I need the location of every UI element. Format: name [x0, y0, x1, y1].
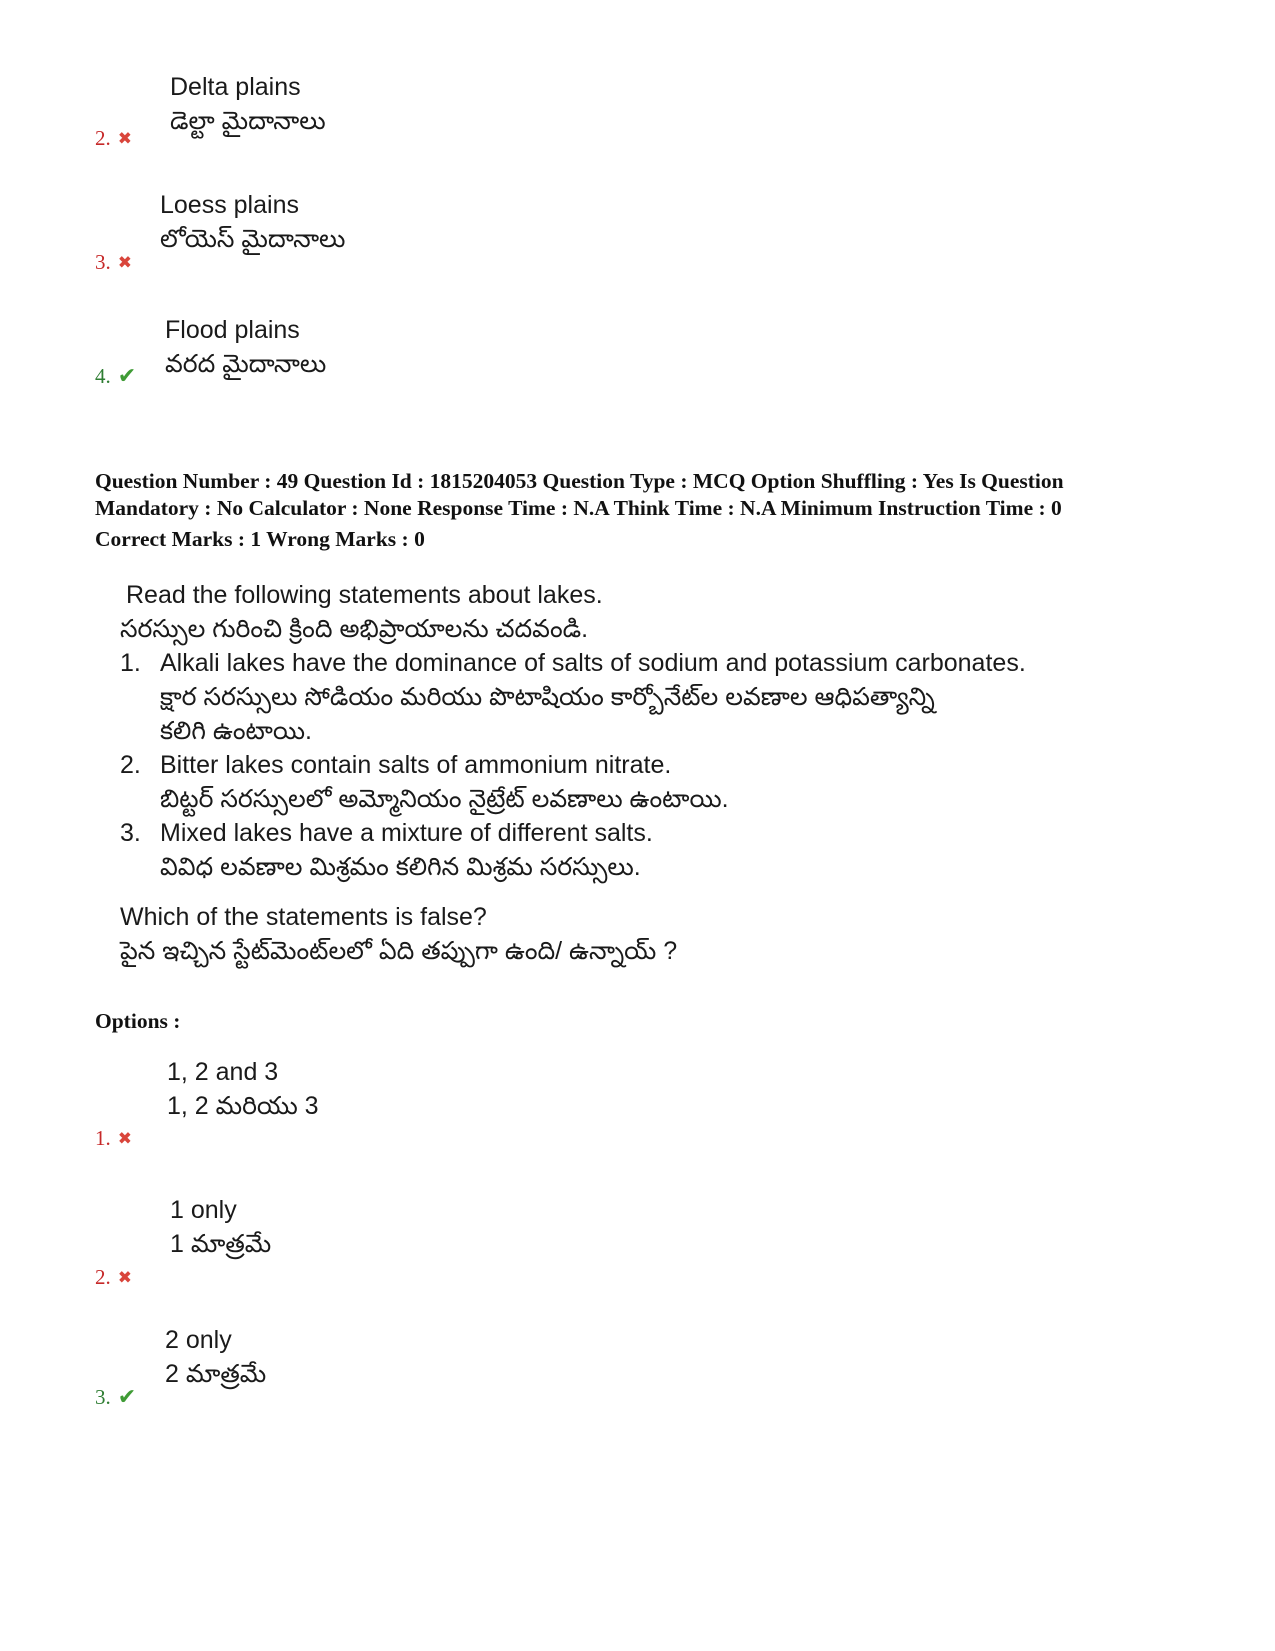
check-icon: ✔: [117, 1385, 137, 1410]
prev-option-3-text: Loess plains లోయెస్ మైదానాలు: [160, 191, 346, 253]
option-3-marker: 3. ✔: [95, 1385, 137, 1410]
prev-option-2-text: Delta plains డెల్టా మైదానాలు: [170, 73, 326, 135]
option-2-text: 1 only 1 మాత్రమే: [170, 1196, 272, 1258]
cross-icon: ✖: [117, 1267, 132, 1288]
cross-icon: ✖: [117, 252, 132, 273]
prev-option-4-text: Flood plains వరద మైదానాలు: [165, 316, 327, 378]
option-3-text: 2 only 2 మాత్రమే: [165, 1326, 267, 1388]
question-meta: Question Number : 49 Question Id : 1815204053 Question Type : MCQ Option Shuffling : Yes Is Question Mandatory : No Calculator : None Response Time : N.A Think Time : N.A Minimum Instruction Time : 0 Correct Marks : 1 Wrong Marks : 0: [95, 469, 1064, 551]
prev-option-2-marker: 2. ✖: [95, 126, 132, 150]
options-label: Options :: [95, 1009, 181, 1033]
cross-icon: ✖: [117, 1128, 132, 1149]
prev-option-3-marker: 3. ✖: [95, 250, 132, 274]
cross-icon: ✖: [117, 128, 132, 149]
option-2-marker: 2. ✖: [95, 1265, 132, 1289]
option-1-text: 1, 2 and 3 1, 2 మరియు 3: [167, 1058, 319, 1120]
option-1-marker: 1. ✖: [95, 1126, 132, 1150]
question-stem: Read the following statements about lakes. సరస్సుల గురించి క్రింది అభిప్రాయాలను చదవండి. 1. Alkali lakes have the dominance of salts of sodium and potassium carbonates. క్షార సరస్సులు సోడియం మరియు పొటాషియం కార్బోనేట్‌ల లవణాల ఆధిపత్యాన్ని కలిగి ఉంటాయి. 2. Bitter lakes contain salts of ammonium nitrate. బిట్టర్ సరస్సులలో అమ్మోనియం నైట్రేట్ లవణాలు ఉంటాయి. 3. Mixed lakes have a mixture of different salts. వివిధ లవణాల మిశ్రమం కలిగిన మిశ్రమ సరస్సులు. Which of the statements is false? పైన ఇచ్చిన స్టేట్‌మెంట్‌లలో ఏది తప్పుగా ఉంది/ ఉన్నాయ్ ?: [120, 581, 1026, 965]
prev-option-4-marker: 4. ✔: [95, 364, 137, 389]
statement-2: 2. Bitter lakes contain salts of ammonium nitrate. బిట్టర్ సరస్సులలో అమ్మోనియం నైట్రేట్ లవణాలు ఉంటాయి.: [120, 751, 729, 813]
statement-3: 3. Mixed lakes have a mixture of different salts. వివిధ లవణాల మిశ్రమం కలిగిన మిశ్రమ సరస్సులు.: [120, 819, 653, 881]
statement-1: 1. Alkali lakes have the dominance of salts of sodium and potassium carbonates. క్షార సరస్సులు సోడియం మరియు పొటాషియం కార్బోనేట్‌ల లవణాల ఆధిపత్యాన్ని కలిగి ఉంటాయి.: [120, 649, 1026, 745]
check-icon: ✔: [117, 364, 137, 389]
